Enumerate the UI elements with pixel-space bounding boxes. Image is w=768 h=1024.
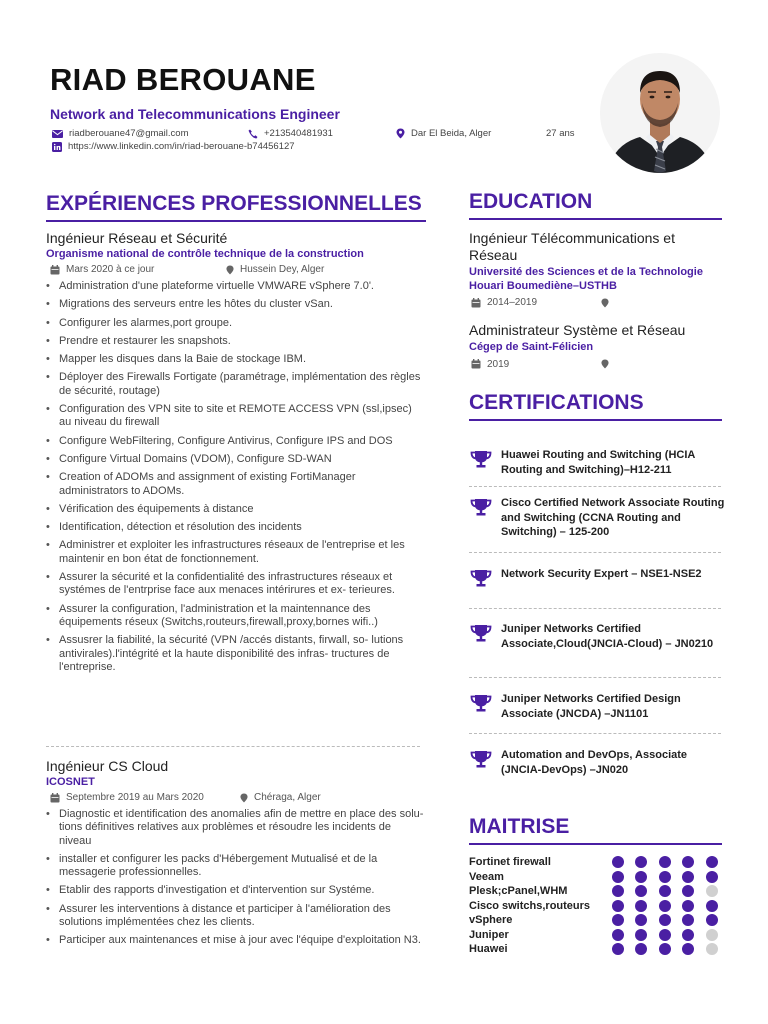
skill-name: Plesk;cPanel,WHM — [469, 885, 568, 898]
skill-rating — [612, 914, 730, 926]
skill-rating — [612, 885, 730, 897]
certification-item — [469, 567, 729, 587]
certification-item — [469, 692, 729, 721]
rating-dot-filled — [659, 856, 671, 868]
contact-location — [396, 128, 520, 139]
certification-name: Automation and DevOps, Associate (JNCIA-DevOps) –JN020 — [501, 749, 688, 776]
education-entry — [469, 322, 724, 370]
job-bullet: • installer et configurer les packs d'Hébergement Mutualisé et de la messagerie professionnelles. — [46, 853, 426, 880]
contact-age — [546, 128, 575, 139]
profile-photo — [600, 53, 720, 173]
trophy-icon — [469, 694, 493, 712]
rating-dot-filled — [659, 885, 671, 897]
rating-dot-empty — [706, 929, 718, 941]
job-bullet: • Assusrer la fiabilité, la sécurité (VPN /accés distants, firwall, so- lutions antivirales).l'intégrité et la haute disponibilité des infras- tructures de l'entreprise. — [46, 634, 426, 674]
rating-dot-filled — [706, 900, 718, 912]
phone-icon — [248, 129, 258, 139]
job-bullet: • Configure Virtual Domains (VDOM), Configure SD-WAN — [46, 453, 426, 466]
map-pin-icon — [226, 265, 234, 275]
skill-row — [469, 899, 729, 914]
job-bullet: • Mapper les disques dans la Baie de stockage IBM. — [46, 353, 426, 366]
linkedin-text: https://www.linkedin.com/in/riad-berouane-b74456127 — [68, 141, 295, 152]
skill-row — [469, 928, 729, 943]
certification-name: Juniper Networks Certified Associate,Cloud(JNCIA-Cloud) – JN0210 — [501, 623, 714, 650]
trophy-icon — [469, 450, 493, 468]
location-text: Dar El Beida, Alger — [411, 128, 492, 139]
contact-row-1 — [52, 128, 601, 139]
job-divider — [46, 746, 420, 747]
skill-rating — [612, 943, 730, 955]
certifications-section-title: CERTIFICATIONS — [469, 391, 722, 421]
rating-dot-filled — [682, 914, 694, 926]
skills-section-title: MAITRISE — [469, 815, 722, 845]
rating-dot-filled — [682, 929, 694, 941]
skill-name: Huawei — [469, 943, 508, 956]
certification-name: Huawei Routing and Switching (HCIA Routing and Switching)–H12-211 — [501, 449, 695, 476]
education-location — [601, 359, 615, 369]
certification-name: Cisco Certified Network Associate Routing and Switching (CCNA Routing and Switching) – 125-200 — [501, 497, 725, 538]
rating-dot-filled — [612, 885, 624, 897]
skill-rating — [612, 856, 730, 868]
school-name: Cégep de Saint-Félicien — [469, 341, 594, 353]
certification-divider — [469, 677, 721, 678]
job-bullet: • Diagnostic et identification des anomalies afin de mettre en place des solu- tions définitives relatives aux problèmes et résoudre les incidents de niveau — [46, 808, 426, 848]
contact-email[interactable] — [52, 128, 222, 139]
email-text: riadberouane47@gmail.com — [69, 128, 189, 139]
rating-dot-filled — [635, 856, 647, 868]
candidate-role: Network and Telecommunications Engineer — [50, 106, 340, 122]
skill-name: Fortinet firewall — [469, 856, 551, 869]
job-entry — [46, 230, 426, 679]
calendar-icon — [471, 359, 481, 369]
map-pin-icon — [240, 793, 248, 803]
job-organization: Organisme national de contrôle technique de la construction — [46, 248, 364, 260]
education-date: 2019 — [471, 359, 601, 370]
education-location — [601, 298, 615, 308]
certification-item — [469, 448, 729, 477]
job-date: Septembre 2019 au Mars 2020 — [50, 792, 226, 803]
job-bullet: • Déployer des Firewalls Fortigate (paramétrage, implémentation des règles de sécurité, routage) — [46, 371, 426, 398]
rating-dot-filled — [682, 885, 694, 897]
rating-dot-filled — [635, 871, 647, 883]
rating-dot-filled — [659, 900, 671, 912]
job-bullet: • Prendre et restaurer les snapshots. — [46, 335, 426, 348]
skill-row — [469, 855, 729, 870]
rating-dot-filled — [612, 929, 624, 941]
experience-section-title: EXPÉRIENCES PROFESSIONNELLES — [46, 192, 426, 222]
job-title: Ingénieur CS Cloud — [46, 758, 169, 774]
map-pin-icon — [601, 298, 609, 308]
rating-dot-filled — [635, 914, 647, 926]
skill-row — [469, 913, 729, 928]
rating-dot-filled — [635, 900, 647, 912]
rating-dot-filled — [706, 914, 718, 926]
rating-dot-filled — [659, 871, 671, 883]
phone-text: +213540481931 — [264, 128, 333, 139]
trophy-icon — [469, 624, 493, 642]
rating-dot-filled — [612, 900, 624, 912]
certification-name: Juniper Networks Certified Design Associate (JNCDA) –JN1101 — [501, 693, 681, 720]
degree-title: Administrateur Système et Réseau — [469, 322, 686, 338]
rating-dot-filled — [659, 943, 671, 955]
job-entry — [46, 758, 426, 953]
calendar-icon — [50, 265, 60, 275]
job-bullet: • Configuration des VPN site to site et REMOTE ACCESS VPN (ssl,ipsec) au niveau du firewall — [46, 403, 426, 430]
job-bullet: • Migrations des serveurs entre les hôtes du cluster vSan. — [46, 298, 426, 311]
rating-dot-filled — [612, 871, 624, 883]
rating-dot-filled — [706, 871, 718, 883]
contact-phone[interactable] — [248, 128, 370, 139]
skill-name: vSphere — [469, 914, 513, 927]
rating-dot-filled — [612, 943, 624, 955]
job-bullet: • Configure WebFiltering, Configure Antivirus, Configure IPS and DOS — [46, 435, 426, 448]
rating-dot-empty — [706, 885, 718, 897]
rating-dot-filled — [682, 900, 694, 912]
certification-divider — [469, 486, 721, 487]
contact-row-2 — [52, 141, 321, 152]
education-date: 2014–2019 — [471, 297, 601, 308]
education-meta — [469, 297, 724, 308]
education-entry — [469, 230, 724, 308]
certification-item — [469, 622, 729, 651]
contact-linkedin[interactable] — [52, 141, 295, 152]
calendar-icon — [50, 793, 60, 803]
job-organization: ICOSNET — [46, 776, 95, 788]
job-bullet: • Vérification des équipements à distance — [46, 503, 426, 516]
school-name: Université des Sciences et de la Technologie Houari Boumediène–USTHB — [469, 266, 703, 292]
skill-row — [469, 870, 729, 885]
job-bullet-list — [46, 280, 426, 674]
job-bullet: • Configurer les alarmes,port groupe. — [46, 317, 426, 330]
job-bullet-list — [46, 808, 426, 948]
job-location: Hussein Dey, Alger — [226, 264, 324, 275]
degree-title: Ingénieur Télécommunications et Réseau — [469, 230, 675, 263]
rating-dot-filled — [635, 885, 647, 897]
skill-rating — [612, 900, 730, 912]
job-bullet: • Assurer la configuration, l'administration et la maintennance des équipements réseux (Switchs,routeurs,firewall,proxy,bornes wifi..) — [46, 603, 426, 630]
rating-dot-filled — [706, 856, 718, 868]
skill-row — [469, 942, 729, 957]
certification-divider — [469, 552, 721, 553]
skill-row — [469, 884, 729, 899]
job-bullet: • Etablir des rapports d'investigation et d'intervention sur Systéme. — [46, 884, 426, 897]
trophy-icon — [469, 569, 493, 587]
certification-divider — [469, 733, 721, 734]
map-pin-icon — [601, 359, 609, 369]
job-meta — [46, 264, 426, 275]
job-location: Chéraga, Alger — [240, 792, 321, 803]
rating-dot-filled — [635, 943, 647, 955]
skill-name: Cisco switchs,routeurs — [469, 899, 591, 912]
skills-list — [469, 855, 729, 957]
job-date: Mars 2020 à ce jour — [50, 264, 226, 275]
map-pin-icon — [396, 128, 405, 139]
linkedin-icon — [52, 142, 62, 152]
skill-name: Juniper — [469, 928, 509, 941]
job-meta — [46, 792, 426, 803]
certification-divider — [469, 608, 721, 609]
trophy-icon — [469, 498, 493, 516]
certification-item — [469, 496, 729, 540]
rating-dot-filled — [682, 856, 694, 868]
certification-name: Network Security Expert – NSE1-NSE2 — [501, 568, 702, 580]
rating-dot-filled — [612, 856, 624, 868]
rating-dot-filled — [682, 871, 694, 883]
rating-dot-filled — [659, 929, 671, 941]
rating-dot-filled — [635, 929, 647, 941]
education-section-title: EDUCATION — [469, 190, 722, 220]
rating-dot-empty — [706, 943, 718, 955]
rating-dot-filled — [682, 943, 694, 955]
candidate-name: RIAD BEROUANE — [50, 62, 316, 97]
age-text: 27 ans — [546, 128, 575, 139]
job-bullet: • Administration d'une plateforme virtuelle VMWARE vSphere 7.0'. — [46, 280, 426, 293]
job-bullet: • Participer aux maintenances et mise à jour avec l'équipe d'exploitation N3. — [46, 934, 426, 947]
envelope-icon — [52, 130, 63, 138]
rating-dot-filled — [659, 914, 671, 926]
skill-name: Veeam — [469, 870, 504, 883]
certification-item — [469, 748, 729, 777]
job-bullet: • Assurer les interventions à distance et participer à l'amélioration des solutions implémentées chez les clients. — [46, 903, 426, 930]
job-title: Ingénieur Réseau et Sécurité — [46, 230, 228, 246]
job-bullet: • Assurer la sécurité et la confidentialité des infrastructures réseaux et systémes de l'entrprise face aux menaces intérirures et ex- terieures. — [46, 571, 426, 598]
skill-rating — [612, 871, 730, 883]
calendar-icon — [471, 298, 481, 308]
job-bullet: • Identification, détection et résolution des incidents — [46, 521, 426, 534]
skill-rating — [612, 929, 730, 941]
rating-dot-filled — [612, 914, 624, 926]
education-meta — [469, 359, 724, 370]
job-bullet: • Creation of ADOMs and assignment of existing FortiManager administrators to ADOMs. — [46, 471, 426, 498]
trophy-icon — [469, 750, 493, 768]
job-bullet: • Administrer et exploiter les infrastructures réseaux de l'entreprise et les maintenir en bon état de fonctionnement. — [46, 539, 426, 566]
